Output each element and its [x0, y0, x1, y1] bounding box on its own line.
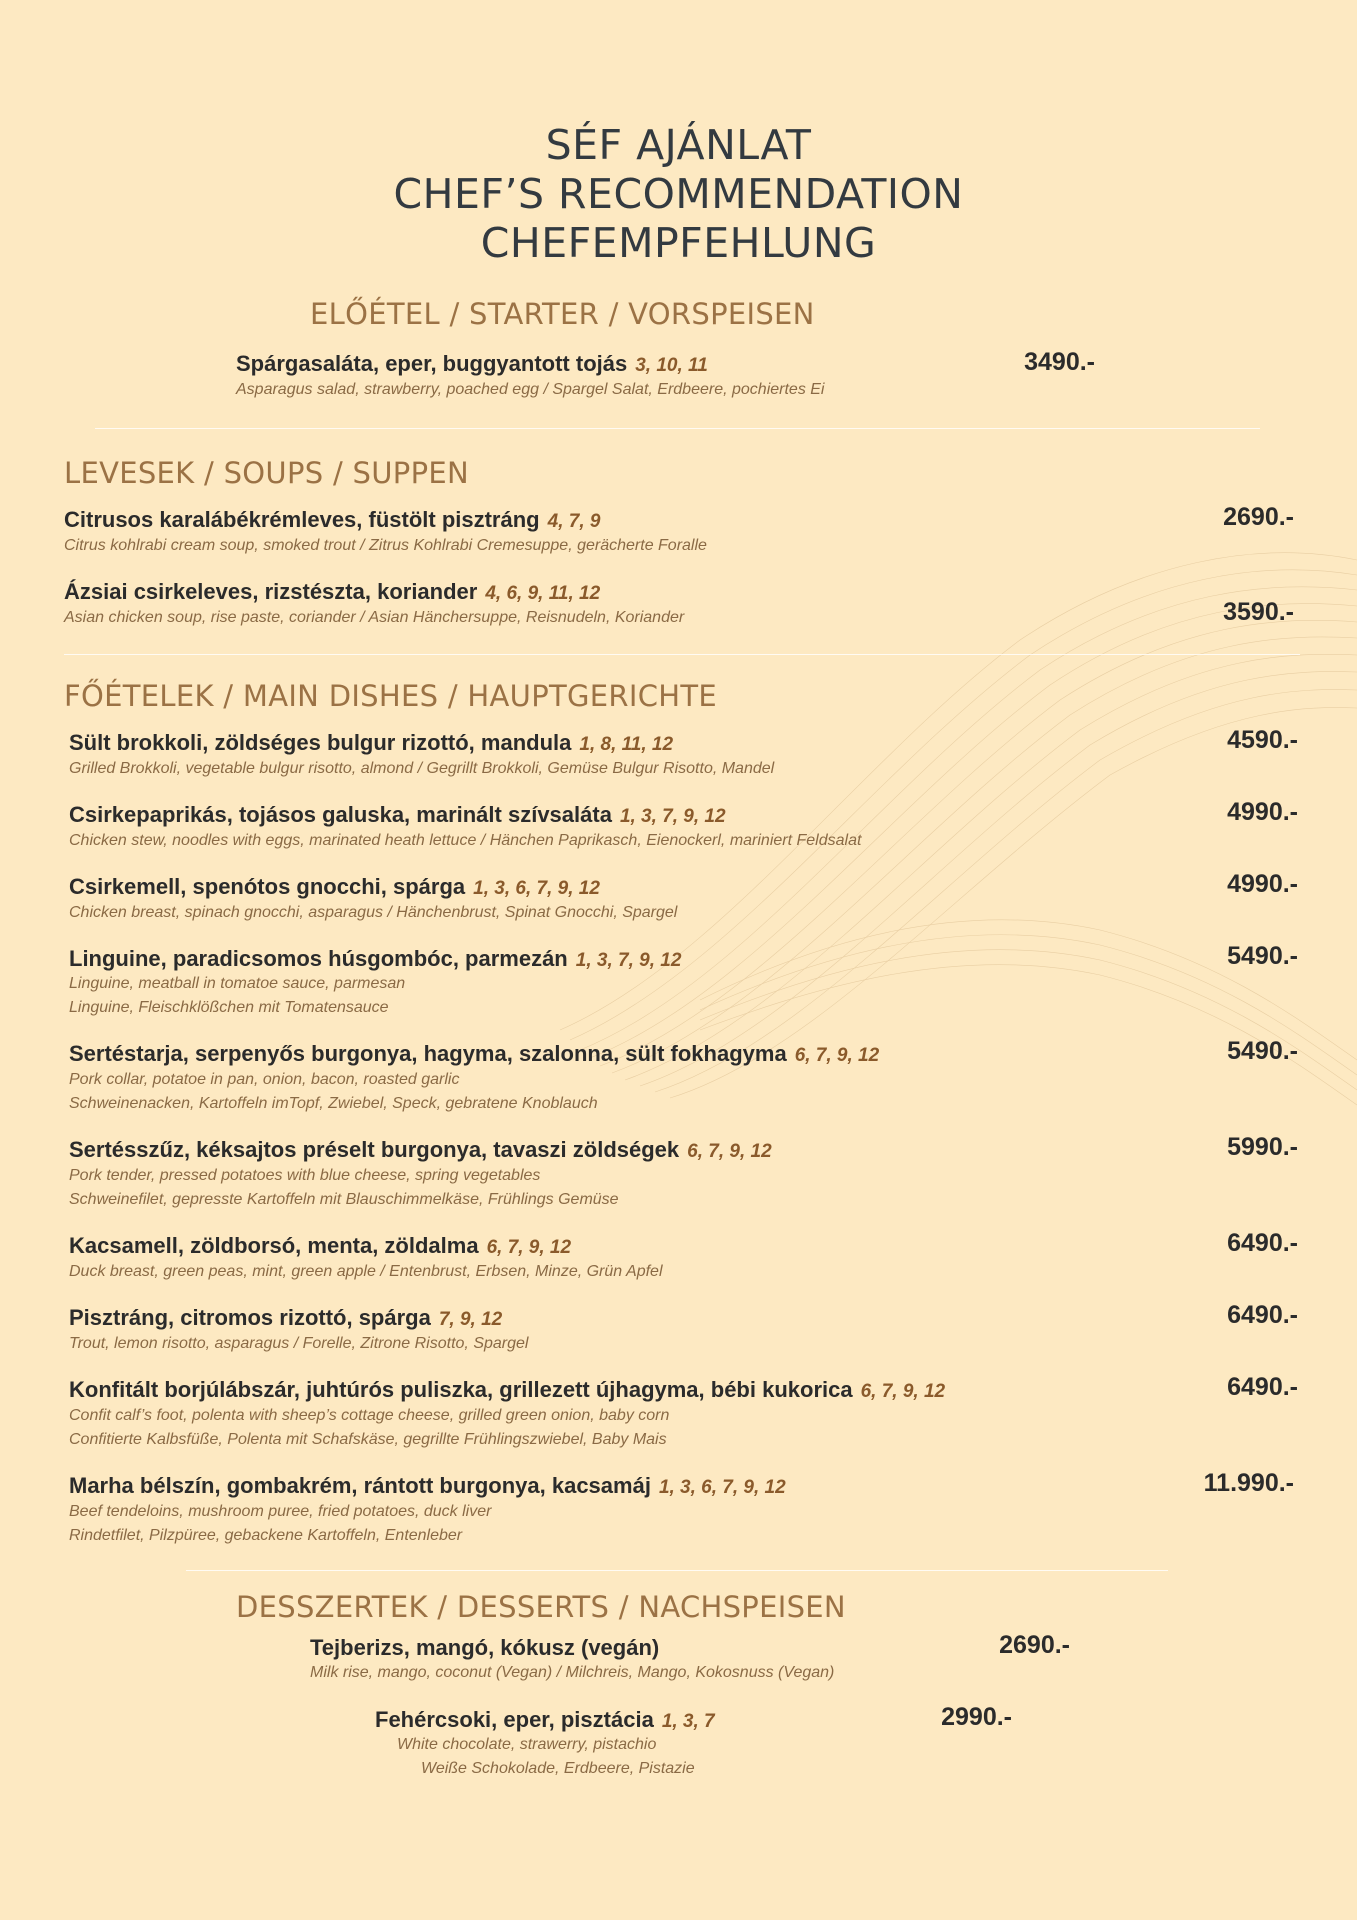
allergen-codes: 6, 7, 9, 12: [687, 1141, 772, 1162]
menu-item-description: Linguine, Fleischklößchen mit Tomatensauce: [69, 999, 389, 1016]
menu-item-description: Pork collar, potatoe in pan, onion, bacon, roasted garlic: [69, 1071, 460, 1088]
menu-item-description: Rindetfilet, Pilzpüree, gebackene Kartoffeln, Entenleber: [69, 1527, 463, 1544]
allergen-codes: 6, 7, 9, 12: [486, 1237, 572, 1258]
menu-item-description: Beef tendeloins, mushroom puree, fried potatoes, duck liver: [69, 1503, 492, 1520]
divider: [186, 1570, 1168, 1571]
menu-item-price: 2990.-: [941, 1703, 1012, 1731]
divider: [95, 428, 1260, 429]
menu-item-description: Linguine, meatball in tomatoe sauce, parmesan: [69, 975, 406, 992]
menu-item-name: Sertésszűz, kéksajtos préselt burgonya, tavaszi zöldségek 6, 7, 9, 12: [69, 1137, 772, 1162]
menu-item-price: 5490.-: [1227, 942, 1298, 970]
allergen-codes: 7, 9, 12: [438, 1309, 503, 1330]
menu-item-description: Chicken stew, noodles with eggs, marinated heath lettuce / Hänchen Paprikasch, Eienockerl, mariniert Feldsalat: [69, 832, 862, 849]
allergen-codes: 1, 3, 6, 7, 9, 12: [473, 878, 600, 899]
menu-item-name: Spárgasaláta, eper, buggyantott tojás 3, 10, 11: [236, 351, 708, 376]
menu-item-name: Tejberizs, mangó, kókusz (vegán): [310, 1635, 660, 1660]
menu-item-description: Grilled Brokkoli, vegetable bulgur risotto, almond / Gegrillt Brokkoli, Gemüse Bulgur Risotto, Mandel: [69, 760, 775, 777]
menu-item-price: 3590.-: [1223, 598, 1294, 626]
section-heading-starter: ELŐÉTEL / STARTER / VORSPEISEN: [310, 297, 815, 331]
menu-item-description: Confitierte Kalbsfüße, Polenta mit Schafskäse, gegrillte Frühlingszwiebel, Baby Mais: [69, 1431, 667, 1448]
menu-item-description: Duck breast, green peas, mint, green apple / Entenbrust, Erbsen, Minze, Grün Apfel: [69, 1263, 663, 1280]
allergen-codes: 1, 3, 7: [661, 1711, 715, 1732]
allergen-codes: 1, 3, 6, 7, 9, 12: [658, 1477, 786, 1498]
allergen-codes: 3, 10, 11: [635, 355, 708, 376]
menu-item-description: Trout, lemon risotto, asparagus / Forelle, Zitrone Risotto, Spargel: [69, 1335, 529, 1352]
menu-item-price: 3490.-: [1024, 348, 1095, 376]
page-title-en: CHEF’S RECOMMENDATION: [393, 170, 964, 218]
menu-item-name: Fehércsoki, eper, pisztácia 1, 3, 7: [375, 1707, 715, 1732]
menu-item-name: Kacsamell, zöldborsó, menta, zöldalma 6, 7, 9, 12: [69, 1233, 572, 1258]
menu-item-name: Konfitált borjúlábszár, juhtúrós puliszka, grillezett újhagyma, bébi kukorica 6, 7, 9, 12: [69, 1377, 946, 1402]
menu-item-name: Sült brokkoli, zöldséges bulgur rizottó, mandula 1, 8, 11, 12: [69, 730, 674, 755]
menu-item-price: 6490.-: [1227, 1301, 1298, 1329]
menu-item-name: Marha bélszín, gombakrém, rántott burgonya, kacsamáj 1, 3, 6, 7, 9, 12: [69, 1473, 786, 1498]
section-heading-soups: LEVESEK / SOUPS / SUPPEN: [64, 456, 469, 490]
divider: [64, 654, 1300, 655]
allergen-codes: 4, 7, 9: [547, 511, 601, 532]
page-title-hu: SÉF AJÁNLAT: [545, 121, 812, 169]
menu-item-description: Milk rise, mango, coconut (Vegan) / Milchreis, Mango, Kokosnuss (Vegan): [310, 1664, 835, 1681]
menu-item-price: 2690.-: [999, 1631, 1070, 1659]
menu-item-price: 5990.-: [1227, 1133, 1298, 1161]
menu-item-description: Chicken breast, spinach gnocchi, asparagus / Hänchenbrust, Spinat Gnocchi, Spargel: [69, 904, 678, 921]
allergen-codes: 1, 3, 7, 9, 12: [575, 950, 682, 971]
menu-item-name: Linguine, paradicsomos húsgombóc, parmezán 1, 3, 7, 9, 12: [69, 946, 682, 971]
menu-item-description: White chocolate, strawerry, pistachio: [397, 1736, 657, 1753]
menu-item-price: 2690.-: [1223, 503, 1294, 531]
menu-item-description: Schweinenacken, Kartoffeln imTopf, Zwiebel, Speck, gebratene Knoblauch: [69, 1095, 598, 1112]
menu-item-name: Citrusos karalábékrémleves, füstölt pisztráng 4, 7, 9: [64, 507, 601, 532]
menu-item-description: Schweinefilet, gepresste Kartoffeln mit Blauschimmelkäse, Frühlings Gemüse: [69, 1191, 619, 1208]
allergen-codes: 6, 7, 9, 12: [860, 1381, 946, 1402]
menu-item-name: Csirkepaprikás, tojásos galuska, marinált szívsaláta 1, 3, 7, 9, 12: [69, 802, 726, 827]
allergen-codes: 6, 7, 9, 12: [794, 1045, 880, 1066]
menu-item-description: Pork tender, pressed potatoes with blue cheese, spring vegetables: [69, 1167, 541, 1184]
menu-item-price: 6490.-: [1227, 1373, 1298, 1401]
menu-item-price: 5490.-: [1227, 1037, 1298, 1065]
menu-item-name: Pisztráng, citromos rizottó, spárga 7, 9, 12: [69, 1305, 503, 1330]
section-heading-mains: FŐÉTELEK / MAIN DISHES / HAUPTGERICHTE: [64, 679, 717, 713]
menu-item-price: 4590.-: [1227, 726, 1298, 754]
menu-item-description: Confit calf’s foot, polenta with sheep’s cottage cheese, grilled green onion, baby corn: [69, 1407, 670, 1424]
menu-item-price: 11.990.-: [1203, 1469, 1294, 1497]
menu-item-description: Citrus kohlrabi cream soup, smoked trout / Zitrus Kohlrabi Cremesuppe, gerächerte Foralle: [64, 537, 707, 554]
menu-item-name: Csirkemell, spenótos gnocchi, spárga 1, 3, 6, 7, 9, 12: [69, 874, 600, 899]
allergen-codes: 1, 8, 11, 12: [579, 734, 674, 755]
menu-item-price: 4990.-: [1227, 798, 1298, 826]
menu-item-description: Weiße Schokolade, Erdbeere, Pistazie: [421, 1760, 695, 1777]
menu-item-price: 6490.-: [1227, 1229, 1298, 1257]
menu-item-price: 4990.-: [1227, 870, 1298, 898]
menu-item-name: Ázsiai csirkeleves, rizstészta, koriander 4, 6, 9, 11, 12: [64, 579, 601, 604]
page-title-de: CHEFEMPFEHLUNG: [480, 219, 877, 267]
allergen-codes: 4, 6, 9, 11, 12: [485, 583, 601, 604]
menu-item-name: Sertéstarja, serpenyős burgonya, hagyma, szalonna, sült fokhagyma 6, 7, 9, 12: [69, 1041, 880, 1066]
menu-item-description: Asparagus salad, strawberry, poached egg / Spargel Salat, Erdbeere, pochiertes Ei: [236, 381, 825, 398]
allergen-codes: 1, 3, 7, 9, 12: [619, 806, 726, 827]
menu-item-description: Asian chicken soup, rise paste, coriander / Asian Hänchersuppe, Reisnudeln, Koriander: [64, 609, 685, 626]
section-heading-desserts: DESSZERTEK / DESSERTS / NACHSPEISEN: [236, 1590, 846, 1624]
